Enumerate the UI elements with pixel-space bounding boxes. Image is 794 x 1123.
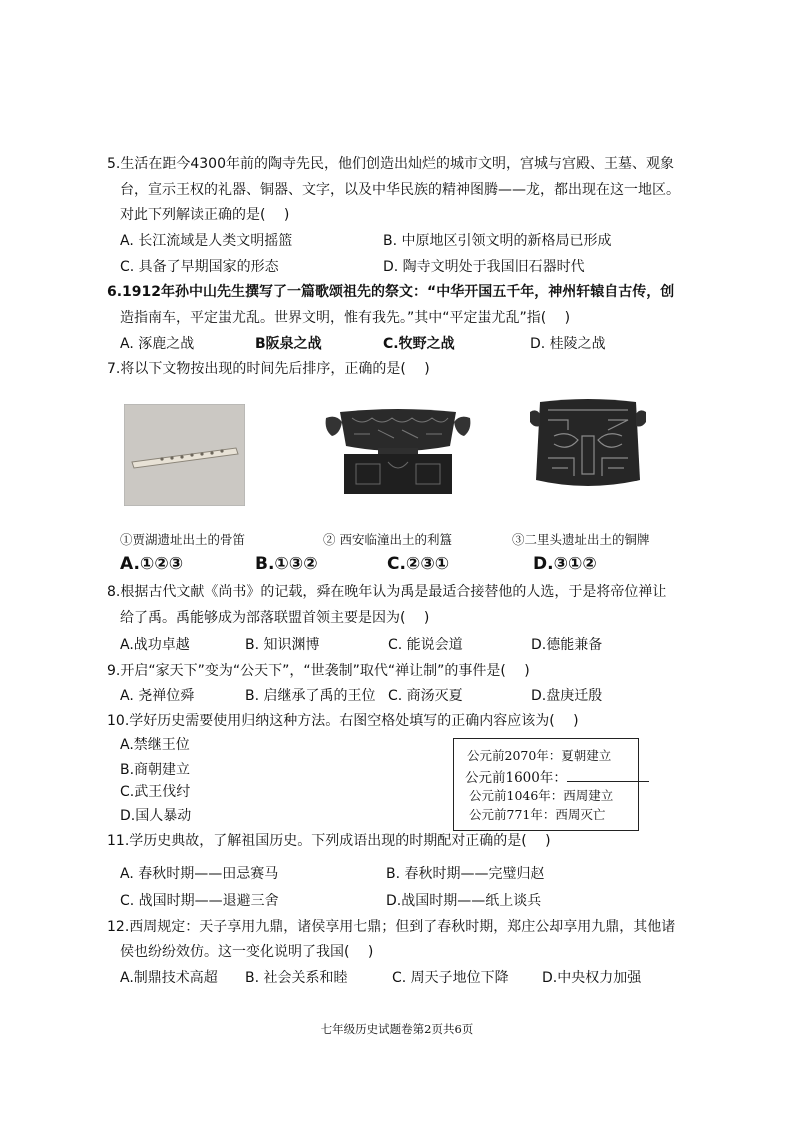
timeline-entry-1046: 公元前1046年：西周建立 [469, 788, 614, 803]
q6-option-b: B阪泉之战 [255, 336, 322, 352]
q10-option-a: A.禁继王位 [120, 737, 190, 753]
q5-stem-line1: 5.生活在距今4300年前的陶寺先民，他们创造出灿烂的城市文明，宫城与宫殿、王墓、观象 [107, 156, 674, 172]
q12-option-c: C. 周天子地位下降 [392, 970, 509, 986]
bronze-plaque-photo [528, 396, 648, 496]
li-gui-bronze-vessel-photo [322, 404, 474, 498]
q7-option-d: D.③①② [533, 554, 597, 574]
bone-flute-photo [124, 404, 245, 506]
q10-option-c: C.武王伐纣 [120, 784, 191, 800]
q9-option-c: C. 商汤灭夏 [388, 688, 463, 704]
q10-option-b: B.商朝建立 [120, 762, 191, 778]
q8-option-c: C. 能说会道 [388, 637, 463, 653]
q7-stem: 7.将以下文物按出现的时间先后排序，正确的是( ) [107, 361, 430, 377]
q10-stem: 10.学好历史需要使用归纳这种方法。右图空格处填写的正确内容应该为( ) [107, 713, 579, 729]
q10-option-d: D.国人暴动 [120, 808, 192, 824]
q6-stem-line2: 造指南车，平定蚩尤乱。世界文明，惟有我先。”其中“平定蚩尤乱”指( ) [120, 310, 571, 326]
q11-option-a: A. 春秋时期——田忌赛马 [120, 866, 279, 882]
q8-stem-line1: 8.根据古代文献《尚书》的记载，舜在晚年认为禹是最适合接替他的人选，于是将帝位禅让 [107, 584, 667, 600]
page-footer: 七年级历史试题卷第2页共6页 [320, 1022, 474, 1036]
q8-option-b: B. 知识渊博 [245, 637, 320, 653]
q9-option-b: B. 启继承了禹的王位 [245, 688, 376, 704]
q5-option-b: B. 中原地区引领文明的新格局已形成 [383, 233, 612, 249]
q6-option-c: C.牧野之战 [383, 336, 455, 352]
q11-option-d: D.战国时期——纸上谈兵 [386, 893, 542, 909]
timeline-entry-1600 [465, 767, 649, 787]
q7-caption-1: ①贾湖遗址出土的骨笛 [120, 532, 246, 547]
q9-option-a: A. 尧禅位舜 [120, 688, 195, 704]
q7-option-c: C.②③① [387, 554, 450, 574]
q5-option-a: A. 长江流域是人类文明摇篮 [120, 233, 293, 249]
timeline-box [453, 738, 639, 831]
q5-stem-line3: 对此下列解读正确的是( ) [120, 207, 290, 223]
q12-option-d: D.中央权力加强 [542, 970, 642, 986]
q5-option-c: C. 具备了早期国家的形态 [120, 259, 279, 275]
q5-stem-line2: 台，宣示王权的礼器、铜器、文字，以及中华民族的精神图腾——龙，都出现在这一地区。 [120, 182, 680, 198]
q6-option-a: A. 涿鹿之战 [120, 336, 195, 352]
q8-option-d: D.德能兼备 [531, 637, 603, 653]
q9-stem: 9.开启“家天下”变为“公天下”，“世袭制”取代“禅让制”的事件是( ) [107, 663, 530, 679]
q12-option-a: A.制鼎技术高超 [120, 970, 218, 986]
q11-stem: 11.学历史典故，了解祖国历史。下列成语出现的时期配对正确的是( ) [107, 833, 551, 849]
q11-option-b: B. 春秋时期——完璧归赵 [386, 866, 545, 882]
timeline-entry-2070: 公元前2070年：夏朝建立 [467, 748, 612, 763]
q8-option-a: A.战功卓越 [120, 637, 190, 653]
q9-option-d: D.盘庚迁殷 [531, 688, 603, 704]
q12-stem-line2: 侯也纷纷效仿。这一变化说明了我国( ) [120, 944, 374, 960]
q7-caption-2: ② 西安临潼出土的利簋 [323, 532, 452, 547]
q6-stem-line1: 6.1912年孙中山先生撰写了一篇歌颂祖先的祭文：“中华开国五千年，神州轩辕自古传，创 [107, 284, 675, 300]
q5-option-d: D. 陶寺文明处于我国旧石器时代 [383, 259, 585, 275]
q12-option-b: B. 社会关系和睦 [245, 970, 348, 986]
q7-caption-3: ③二里头遗址出土的铜牌 [512, 532, 650, 547]
q7-option-b: B.①③② [255, 554, 318, 574]
q8-stem-line2: 给了禹。禹能够成为部落联盟首领主要是因为( ) [120, 610, 430, 626]
q7-option-a: A.①②③ [120, 554, 184, 574]
q6-option-d: D. 桂陵之战 [530, 336, 606, 352]
timeline-entry-771: 公元前771年：西周灭亡 [469, 807, 606, 822]
q11-option-c: C. 战国时期——退避三舍 [120, 893, 279, 909]
timeline-entry-1600-label: 公元前1600年： [465, 770, 567, 786]
timeline-blank [567, 767, 649, 782]
q12-stem-line1: 12.西周规定：天子享用九鼎，诸侯享用七鼎；但到了春秋时期，郑庄公却享用九鼎，其他诸 [107, 919, 676, 935]
